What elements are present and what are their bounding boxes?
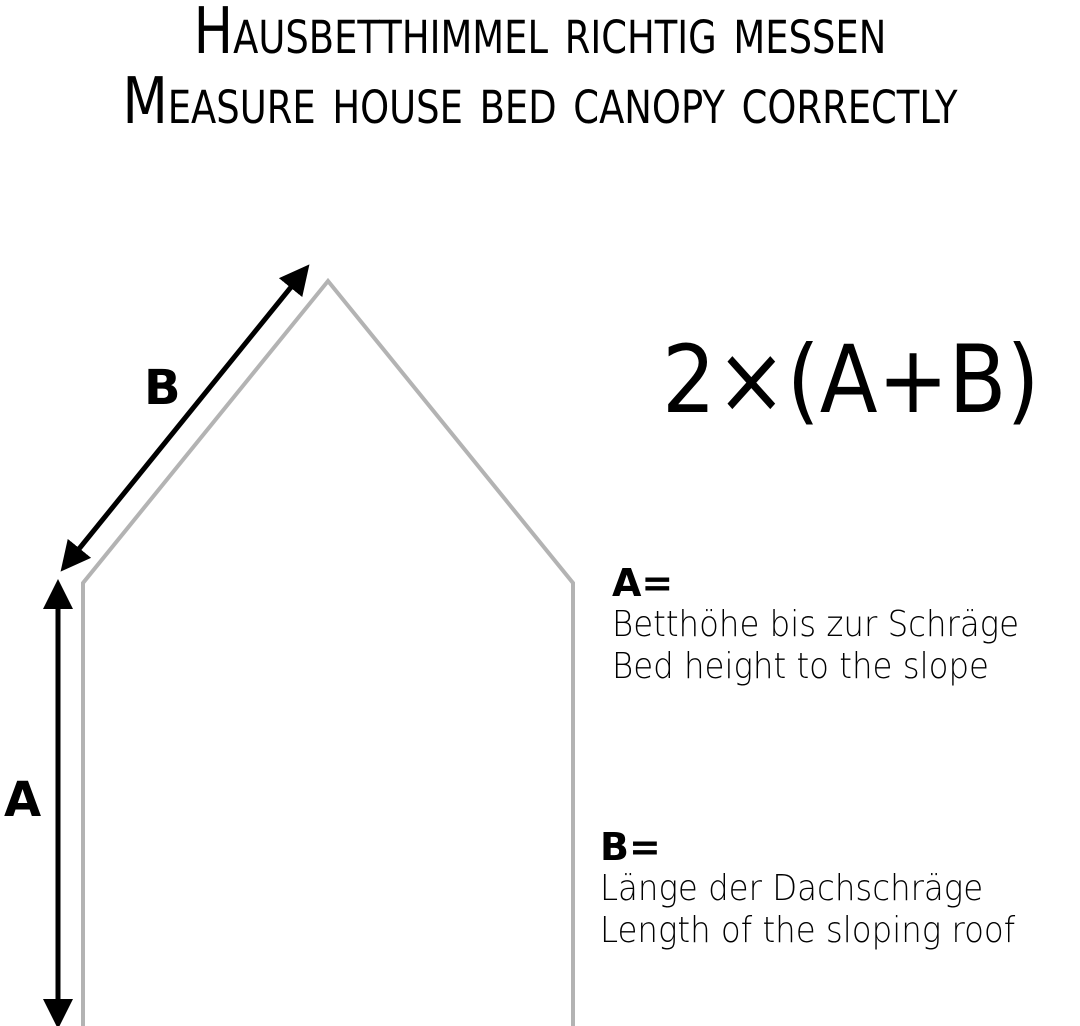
legend-a-key: A=	[612, 561, 674, 605]
formula: 2×(A+B)	[662, 326, 1040, 435]
legend-a	[612, 562, 1064, 688]
title-english: Measure house bed canopy correctly	[122, 65, 958, 139]
legend-b-german: Länge der Dachschräge	[600, 868, 984, 909]
legend-b-english: Length of the sloping roof	[600, 910, 1016, 951]
dimension-arrow-b	[70, 276, 300, 560]
legend-b-key: B=	[600, 825, 661, 869]
legend-b	[600, 826, 1061, 952]
legend-a-german: Betthöhe bis zur Schräge	[612, 604, 1020, 645]
title-german: Hausbetthimmel richtig messen	[193, 0, 887, 69]
dimension-label-a: A	[4, 772, 42, 828]
dimension-label-b: B	[144, 360, 181, 416]
legend-a-english: Bed height to the slope	[612, 646, 989, 687]
